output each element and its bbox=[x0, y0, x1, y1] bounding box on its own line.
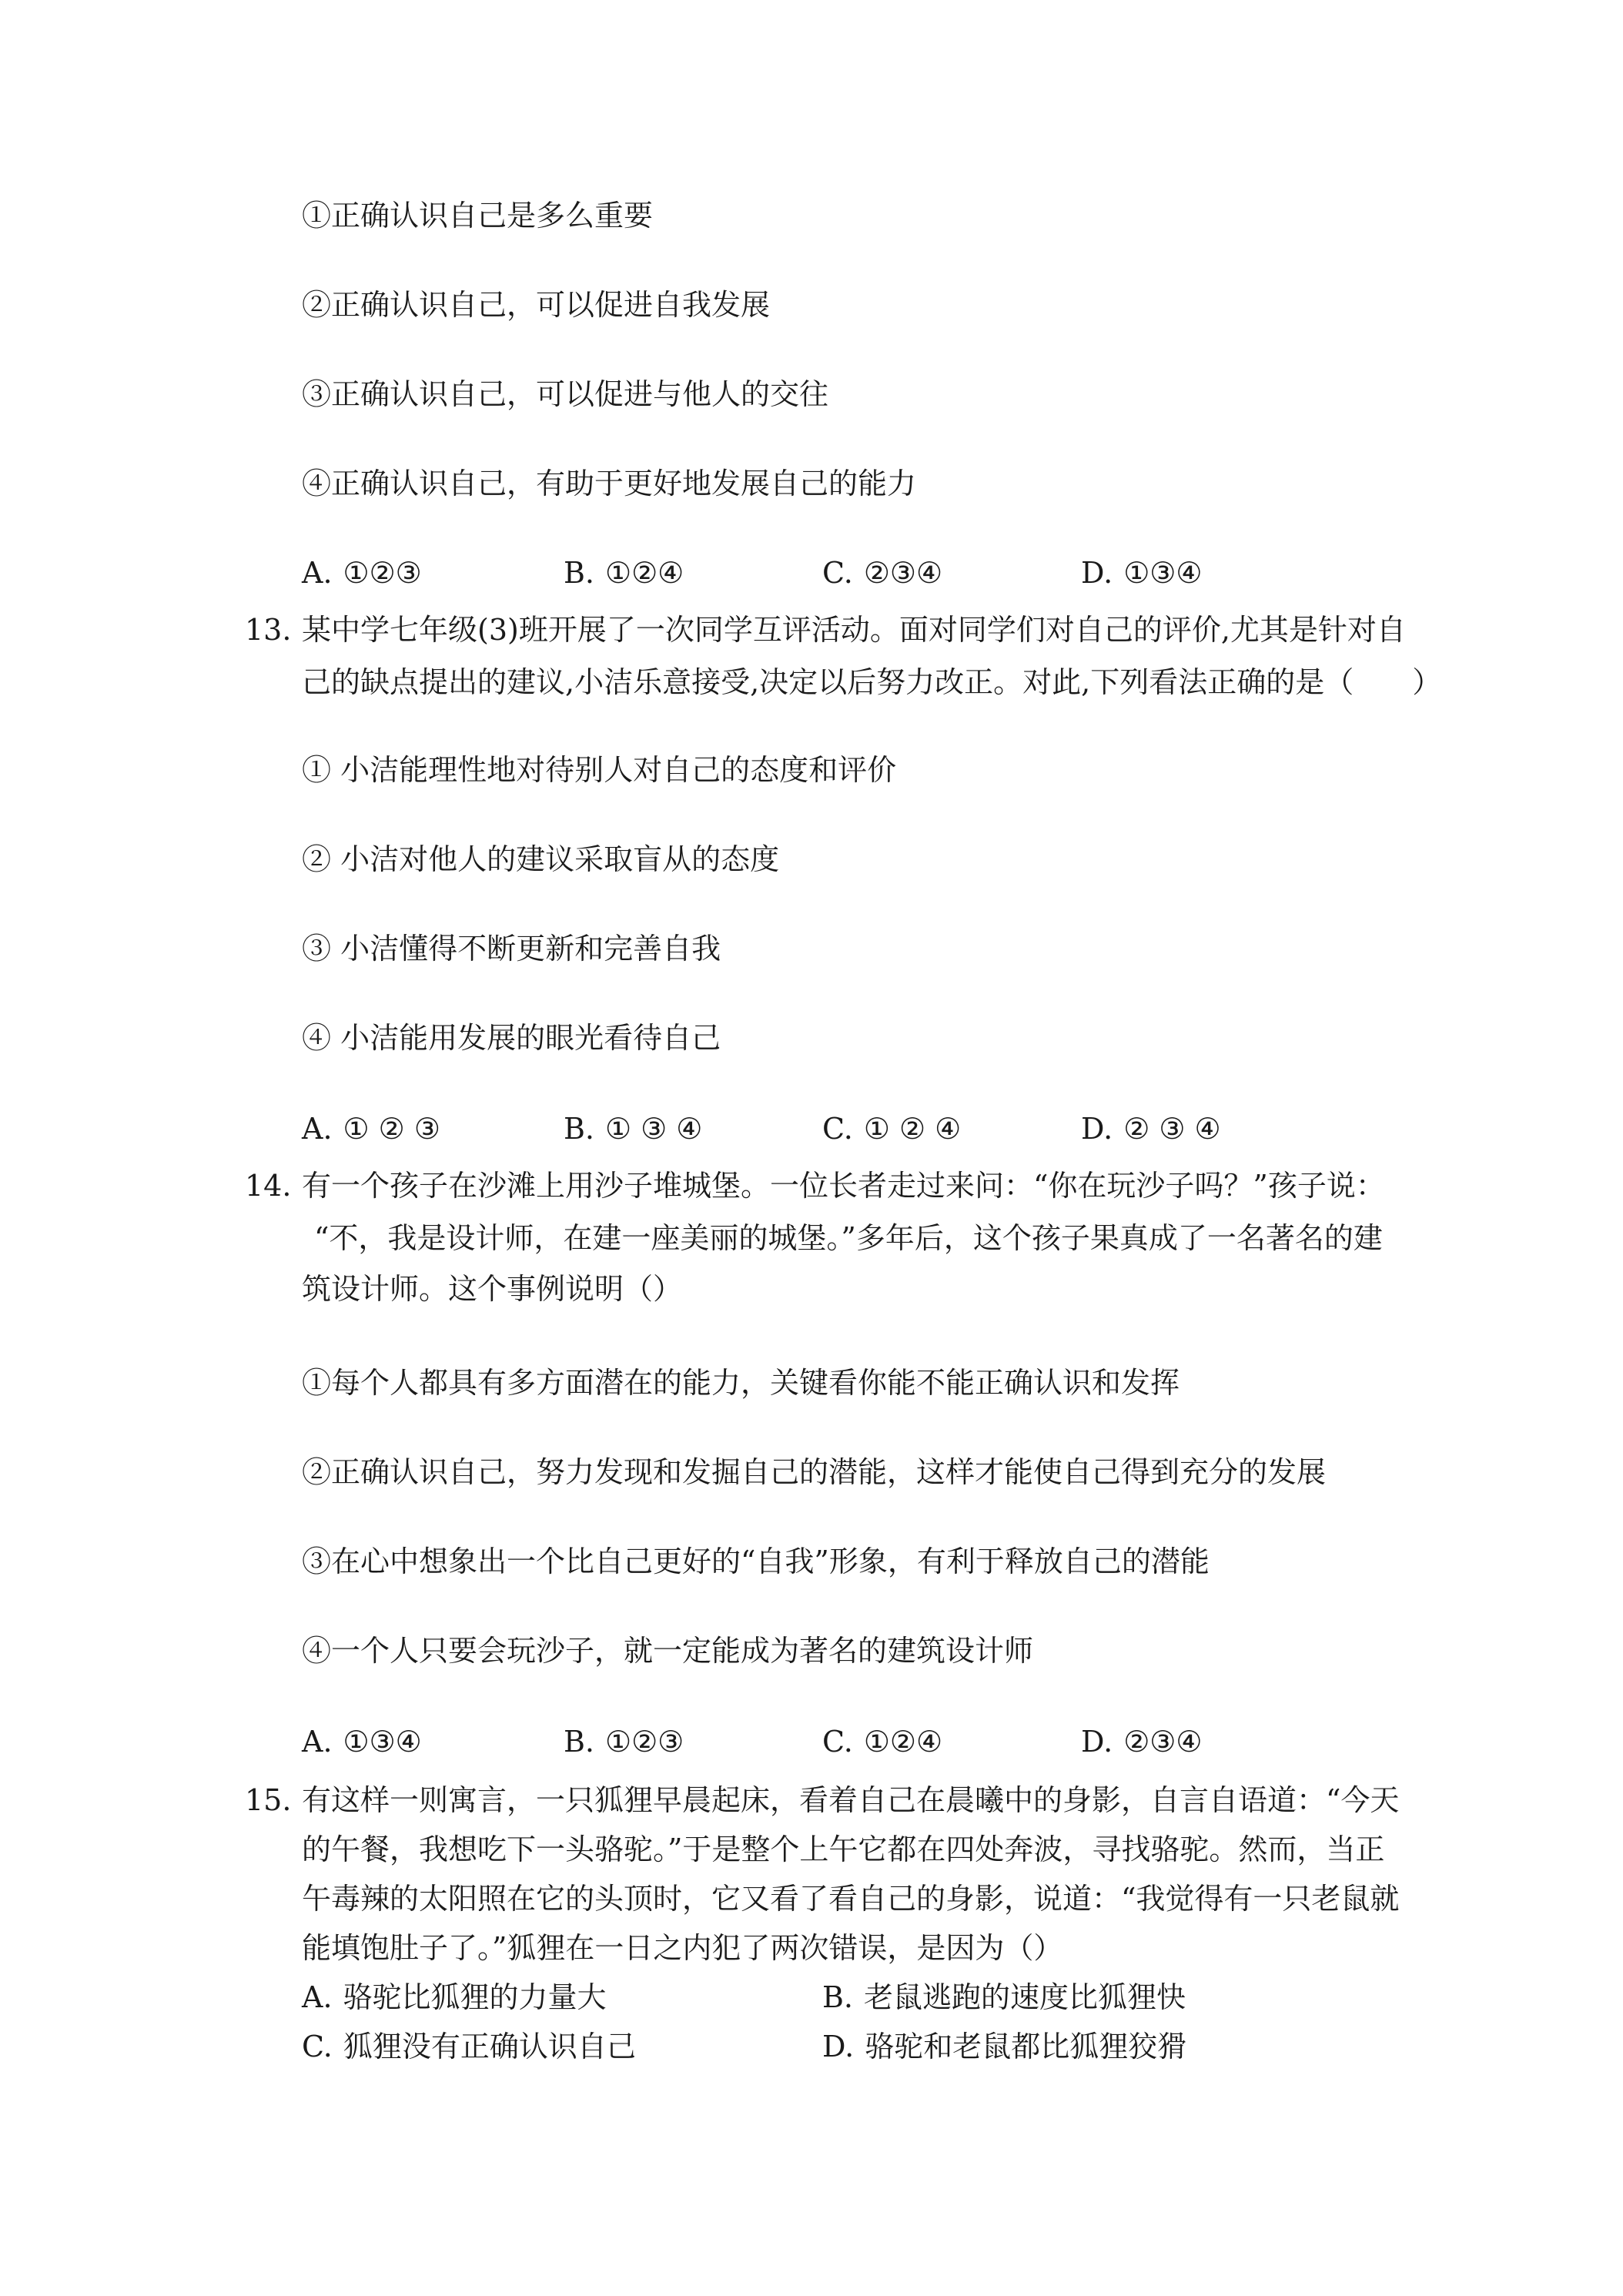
q14-statement-1: ①每个人都具有多方面潜在的能力，关键看你能不能正确认识和发挥 bbox=[302, 1366, 1180, 1400]
q13-statement-3: ③ 小洁懂得不断更新和完善自我 bbox=[302, 932, 721, 966]
q14-option-c[interactable]: C. ①②④ bbox=[822, 1725, 943, 1759]
q15-option-b[interactable]: B. 老鼠逃跑的速度比狐狸快 bbox=[822, 1980, 1186, 2014]
q15-stem-line-2: 的午餐，我想吃下一头骆驼。”于是整个上午它都在四处奔波，寻找骆驼。然而，当正 bbox=[302, 1832, 1385, 1866]
q13-number: 13. bbox=[245, 613, 292, 647]
q13-option-d[interactable]: D. ② ③ ④ bbox=[1081, 1112, 1221, 1146]
q15-option-a[interactable]: A. 骆驼比狐狸的力量大 bbox=[302, 1980, 607, 2014]
q14-number: 14. bbox=[245, 1169, 292, 1203]
q13-option-b[interactable]: B. ① ③ ④ bbox=[564, 1112, 703, 1146]
q12-statement-2: ②正确认识自己，可以促进自我发展 bbox=[302, 288, 771, 322]
q14-options bbox=[302, 1723, 1380, 1760]
q14-option-d[interactable]: D. ②③④ bbox=[1081, 1725, 1203, 1759]
q12-statement-4: ④正确认识自己，有助于更好地发展自己的能力 bbox=[302, 467, 917, 500]
q14-statement-3: ③在心中想象出一个比自己更好的“自我”形象，有利于释放自己的潜能 bbox=[302, 1545, 1210, 1578]
q13-statement-4: ④ 小洁能用发展的眼光看待自己 bbox=[302, 1021, 721, 1055]
q12-options bbox=[302, 554, 1380, 591]
q13-statement-1: ① 小洁能理性地对待别人对自己的态度和评价 bbox=[302, 753, 897, 787]
q15-options-row-1 bbox=[302, 1979, 1380, 2016]
q12-statement-3: ③正确认识自己，可以促进与他人的交往 bbox=[302, 377, 829, 411]
q12-option-b[interactable]: B. ①②④ bbox=[564, 556, 684, 590]
q14-statement-2: ②正确认识自己，努力发现和发掘自己的潜能，这样才能使自己得到充分的发展 bbox=[302, 1455, 1327, 1489]
q14-option-b[interactable]: B. ①②③ bbox=[564, 1725, 684, 1759]
q14-stem-line-1: 有一个孩子在沙滩上用沙子堆城堡。一位长者走过来问：“你在玩沙子吗？”孩子说： bbox=[302, 1169, 1385, 1203]
q15-options-row-2 bbox=[302, 2028, 1380, 2065]
q13-option-c[interactable]: C. ① ② ④ bbox=[822, 1112, 962, 1146]
q14-statement-4: ④一个人只要会玩沙子，就一定能成为著名的建筑设计师 bbox=[302, 1634, 1034, 1668]
q14-stem-line-2: “不，我是设计师，在建一座美丽的城堡。”多年后，这个孩子果真成了一名著名的建 bbox=[314, 1221, 1383, 1255]
q12-statement-1: ①正确认识自己是多么重要 bbox=[302, 199, 654, 233]
q15-option-d[interactable]: D. 骆驼和老鼠都比狐狸狡猾 bbox=[822, 2030, 1187, 2063]
q15-stem-line-3: 午毒辣的太阳照在它的头顶时，它又看了看自己的身影，说道：“我觉得有一只老鼠就 bbox=[302, 1882, 1400, 1916]
q15-stem-line-1: 有这样一则寓言，一只狐狸早晨起床，看着自己在晨曦中的身影，自言自语道：“今天 bbox=[302, 1783, 1400, 1817]
q13-statement-2: ② 小洁对他人的建议采取盲从的态度 bbox=[302, 842, 780, 876]
q12-option-c[interactable]: C. ②③④ bbox=[822, 556, 943, 590]
q12-option-a[interactable]: A. ①②③ bbox=[302, 556, 422, 590]
q15-number: 15. bbox=[245, 1783, 292, 1817]
q15-stem-line-4: 能填饱肚子了。”狐狸在一日之内犯了两次错误，是因为（） bbox=[302, 1931, 1063, 1965]
q14-stem-line-3: 筑设计师。这个事例说明（） bbox=[302, 1272, 683, 1306]
q13-stem-line-2: 己的缺点提出的建议,小洁乐意接受,决定以后努力改正。对此,下列看法正确的是（ ） bbox=[302, 665, 1442, 699]
q14-option-a[interactable]: A. ①③④ bbox=[302, 1725, 422, 1759]
q13-options bbox=[302, 1110, 1380, 1147]
q12-option-d[interactable]: D. ①③④ bbox=[1081, 556, 1203, 590]
q13-option-a[interactable]: A. ① ② ③ bbox=[302, 1112, 440, 1146]
q13-stem-line-1: 某中学七年级(3)班开展了一次同学互评活动。面对同学们对自己的评价,尤其是针对自 bbox=[302, 613, 1406, 647]
q15-option-c[interactable]: C. 狐狸没有正确认识自己 bbox=[302, 2030, 636, 2063]
